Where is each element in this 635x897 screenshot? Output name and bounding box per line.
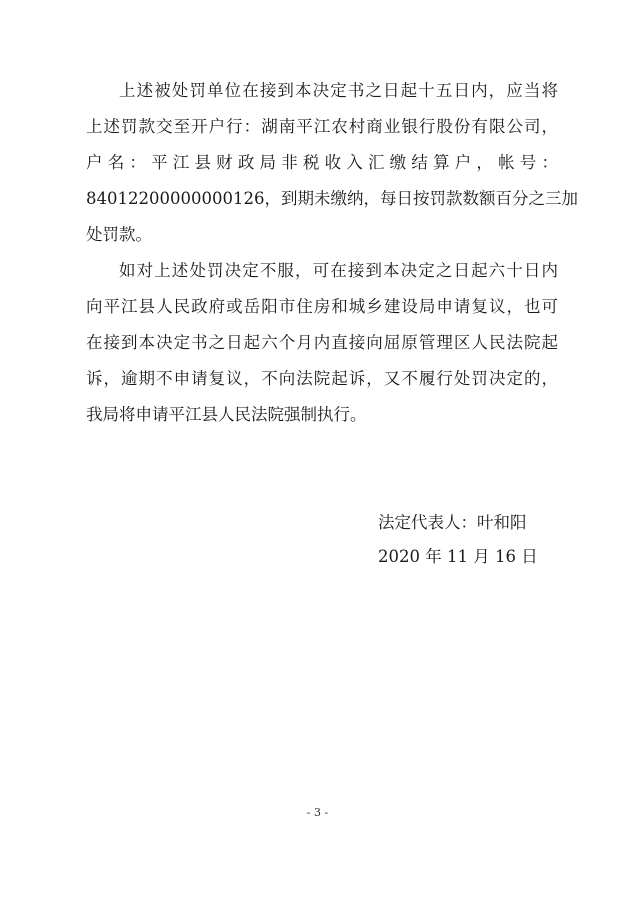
- paragraph-1-line-4: 84012200000000126，到期未缴纳，每日按罚款数额百分之三加: [86, 189, 578, 208]
- paragraph-2-line-2: 向平江县人民政府或岳阳市住房和城乡建设局申请复议，也可: [86, 297, 558, 316]
- paragraph-2-line-1: 如对上述处罚决定不服，可在接到本决定之日起六十日内: [119, 261, 558, 280]
- signature-date: 2020 年 11 月 16 日: [378, 547, 538, 566]
- page-number: - 3 -: [306, 806, 329, 819]
- paragraph-1-line-3: 户名：平江县财政局非税收入汇缴结算户，帐号：: [86, 153, 558, 172]
- paragraph-1-line-5: 处罚款。: [86, 225, 152, 244]
- paragraph-1-line-2: 上述罚款交至开户行：湖南平江农村商业银行股份有限公司，: [86, 117, 558, 136]
- paragraph-1-line-1: 上述被处罚单位在接到本决定书之日起十五日内，应当将: [119, 81, 558, 100]
- paragraph-2-line-5: 我局将申请平江县人民法院强制执行。: [86, 405, 367, 424]
- paragraph-2-line-3: 在接到本决定书之日起六个月内直接向屈原管理区人民法院起: [86, 333, 558, 352]
- paragraph-2-line-4: 诉，逾期不申请复议，不向法院起诉，又不履行处罚决定的，: [86, 369, 558, 388]
- legal-representative: 法定代表人：叶和阳: [378, 513, 527, 532]
